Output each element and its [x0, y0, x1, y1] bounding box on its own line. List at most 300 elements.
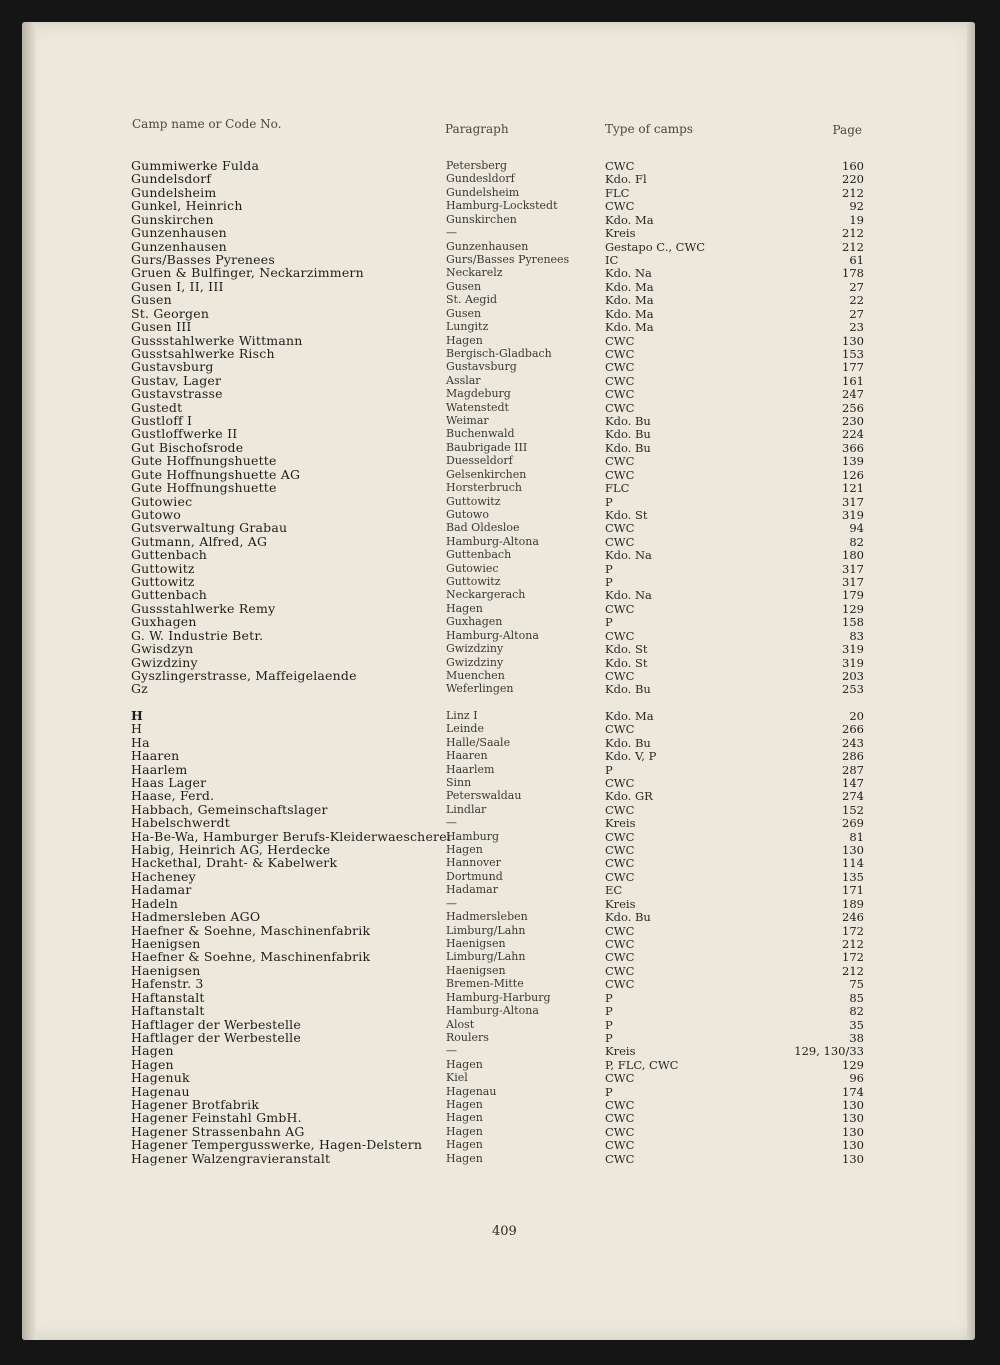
entry-type: CWC — [605, 869, 635, 884]
header-page: Page — [832, 123, 862, 137]
entry-type: CWC — [605, 775, 635, 790]
index-row — [22, 749, 975, 763]
entry-paragraph: Buchenwald — [446, 427, 515, 441]
entry-page: 256 — [842, 400, 864, 415]
entry-type: Kdo. Bu — [605, 440, 651, 455]
entry-paragraph: — — [446, 1044, 457, 1058]
entry-page: 22 — [849, 293, 864, 308]
entry-paragraph: Guttenbach — [446, 548, 512, 562]
entry-type: Kdo. Na — [605, 588, 652, 603]
entry-camp-name: Gwizdziny — [131, 654, 198, 670]
entry-type: Kreis — [605, 896, 636, 911]
entry-type: P — [605, 575, 613, 589]
entry-camp-name: Guttowitz — [131, 560, 195, 576]
entry-camp-name: Gz — [131, 681, 148, 697]
entry-camp-name: Hacheney — [131, 868, 196, 884]
entry-camp-name: Habbach, Gemeinschaftslager — [131, 801, 328, 817]
entry-type: CWC — [605, 333, 635, 348]
entry-paragraph: Watenstedt — [446, 400, 509, 414]
entry-paragraph: Gunzenhausen — [446, 239, 529, 253]
entry-page: 85 — [849, 990, 864, 1005]
entry-paragraph: Neckargerach — [446, 588, 526, 602]
entry-page: 319 — [842, 655, 864, 670]
entry-paragraph: Hamburg-Altona — [446, 534, 539, 548]
entry-camp-name: Gusstsahlwerke Risch — [131, 345, 275, 361]
entry-camp-name: Gute Hoffnungshuette AG — [131, 466, 301, 482]
entry-camp-name: Gutowiec — [131, 493, 193, 509]
entry-paragraph: Gundelsheim — [446, 185, 520, 199]
entry-paragraph: Hamburg-Harburg — [446, 990, 551, 1004]
entry-paragraph: Bad Oldesloe — [446, 521, 520, 535]
entry-type: CWC — [605, 400, 635, 415]
entry-paragraph: Weferlingen — [446, 682, 514, 696]
entry-paragraph: Gutowo — [446, 507, 489, 521]
entry-type: Kreis — [605, 1044, 636, 1059]
entry-type: CWC — [605, 923, 635, 938]
index-row — [22, 320, 975, 334]
header-type-of-camps: Type of camps — [605, 122, 693, 136]
entry-camp-name: Haas Lager — [131, 774, 207, 790]
entry-page: 319 — [842, 507, 864, 522]
entry-camp-name: Haenigsen — [131, 962, 201, 978]
entry-page: 243 — [842, 735, 864, 750]
entry-page: 174 — [842, 1084, 864, 1099]
entry-camp-name: Haefner & Soehne, Maschinenfabrik — [131, 922, 371, 938]
entry-paragraph: Hagen — [446, 1111, 483, 1125]
entry-page: 317 — [842, 494, 864, 509]
entry-page: 179 — [842, 588, 864, 603]
entry-page: 230 — [842, 414, 864, 428]
entry-paragraph: Haaren — [446, 749, 488, 763]
entry-paragraph: — — [446, 816, 457, 830]
entry-paragraph: Hagen — [446, 1124, 483, 1138]
entry-page: 224 — [842, 427, 864, 442]
entry-type: Kdo. Na — [605, 548, 652, 563]
entry-paragraph: — — [446, 896, 457, 910]
document-page — [22, 22, 975, 1340]
entry-page: 27 — [849, 306, 864, 321]
entry-paragraph: Lindlar — [446, 802, 487, 816]
entry-paragraph: Bremen-Mitte — [446, 977, 524, 991]
entry-paragraph: Gundesldorf — [446, 172, 515, 186]
entry-paragraph: Guxhagen — [446, 615, 503, 629]
entry-type: CWC — [605, 1124, 635, 1139]
entry-paragraph: Alost — [446, 1017, 475, 1031]
entry-page: 246 — [842, 910, 864, 925]
entry-type: CWC — [605, 722, 635, 737]
entry-camp-name: Gutsverwaltung Grabau — [131, 520, 288, 536]
entry-camp-name: Gutowo — [131, 506, 182, 522]
entry-camp-name: Gute Hoffnungshuette — [131, 453, 277, 469]
entry-camp-name: Gustedt — [131, 399, 183, 415]
entry-type: P — [605, 615, 613, 630]
entry-type: CWC — [605, 1151, 635, 1166]
entry-page: 23 — [849, 320, 864, 334]
entry-type: CWC — [605, 1111, 635, 1126]
entry-type: Kdo. St — [605, 655, 648, 670]
entry-paragraph: Sinn — [446, 775, 472, 789]
entry-type: CWC — [605, 454, 635, 469]
entry-type: Kreis — [605, 226, 636, 241]
entry-camp-name: Gustav, Lager — [131, 372, 222, 388]
entry-type: CWC — [605, 669, 635, 683]
entry-camp-name: Hagen — [131, 1043, 174, 1059]
entry-paragraph: Halle/Saale — [446, 735, 511, 749]
entry-page: 19 — [849, 212, 864, 227]
entry-paragraph: Kiel — [446, 1071, 468, 1085]
entry-paragraph: — — [446, 226, 457, 240]
entry-paragraph: Hagen — [446, 1098, 483, 1111]
entry-type: CWC — [605, 521, 635, 536]
entry-paragraph: Hagen — [446, 1057, 483, 1071]
entry-type: Kdo. Ma — [605, 306, 654, 321]
entry-paragraph: Baubrigade III — [446, 440, 528, 454]
entry-camp-name: Hagener Brotfabrik — [131, 1097, 260, 1112]
entry-page: 114 — [842, 856, 864, 871]
entry-camp-name: Gyszlingerstrasse, Maffeigelaende — [131, 668, 357, 683]
entry-page: 94 — [849, 521, 864, 536]
entry-camp-name: Gummiwerke Fulda — [131, 158, 260, 173]
entry-paragraph: Bergisch-Gladbach — [446, 346, 552, 360]
entry-page: 212 — [842, 936, 864, 951]
entry-camp-name: Gunzenhausen — [131, 238, 227, 254]
entry-page: 220 — [842, 172, 864, 187]
entry-paragraph: Guttowitz — [446, 494, 501, 508]
entry-type: Kdo. Ma — [605, 212, 654, 227]
entry-camp-name: Hadeln — [131, 895, 179, 911]
entry-camp-name: Gundelsheim — [131, 184, 217, 200]
entry-type: Gestapo C., CWC — [605, 239, 706, 254]
entry-type: CWC — [605, 628, 635, 643]
entry-camp-name: Ha-Be-Wa, Hamburger Berufs-Kleiderwaescherei — [131, 828, 452, 844]
entry-paragraph: Haenigsen — [446, 936, 506, 950]
entry-paragraph: Hadmersleben — [446, 910, 528, 924]
entry-page: 129, 130/33 — [794, 1044, 864, 1059]
entry-page: 121 — [842, 481, 864, 496]
entry-paragraph: Limburg/Lahn — [446, 923, 526, 937]
entry-camp-name: Guttenbach — [131, 587, 208, 603]
entry-type: FLC — [605, 185, 630, 200]
entry-page: 247 — [842, 387, 864, 402]
entry-camp-name: Hadamar — [131, 882, 192, 898]
entry-camp-name: Gunkel, Heinrich — [131, 198, 243, 214]
index-row — [22, 722, 975, 736]
entry-camp-name: Gustavstrasse — [131, 386, 223, 402]
entry-type: P — [605, 990, 613, 1005]
entry-page: 178 — [842, 266, 864, 281]
entry-page: 171 — [842, 883, 864, 898]
entry-type: CWC — [605, 977, 635, 992]
entry-page: 75 — [849, 977, 864, 992]
entry-type: Kdo. Fl — [605, 172, 647, 187]
entry-camp-name: Hafenstr. 3 — [131, 976, 204, 992]
entry-camp-name: Gustavsburg — [131, 359, 214, 375]
entry-camp-name: Gussstahlwerke Wittmann — [131, 332, 303, 348]
entry-page: 82 — [849, 534, 864, 549]
header-camp-name: Camp name or Code No. — [132, 117, 282, 131]
entry-paragraph: Hagen — [446, 333, 483, 347]
entry-page: 189 — [842, 896, 864, 911]
entry-camp-name: Gruen & Bulfinger, Neckarzimmern — [131, 265, 364, 281]
entry-paragraph: Muenchen — [446, 669, 505, 682]
entry-paragraph: Gurs/Basses Pyrenees — [446, 252, 570, 266]
entry-type: Kdo. GR — [605, 789, 653, 804]
entry-paragraph: Hagen — [446, 843, 483, 856]
entry-type: CWC — [605, 843, 635, 857]
entry-camp-name: Gut Bischofsrode — [131, 439, 244, 455]
entry-camp-name: Haefner & Soehne, Maschinenfabrik — [131, 949, 371, 965]
entry-page: 83 — [849, 628, 864, 643]
entry-page: 92 — [849, 199, 864, 214]
entry-page: 61 — [849, 252, 864, 267]
entry-camp-name: Hagenuk — [131, 1070, 190, 1086]
entry-page: 158 — [842, 615, 864, 630]
entry-camp-name: Gustloffwerke II — [131, 426, 238, 442]
entry-type: IC — [605, 252, 619, 267]
entry-type: EC — [605, 883, 623, 898]
entry-paragraph: Magdeburg — [446, 387, 511, 401]
entry-camp-name: Gunskirchen — [131, 211, 214, 227]
entry-page: 286 — [842, 749, 864, 764]
entry-paragraph: Guttowitz — [446, 575, 501, 588]
entry-page: 81 — [849, 829, 864, 844]
entry-page: 130 — [842, 1138, 864, 1153]
entry-type: CWC — [605, 802, 635, 817]
entry-page: 147 — [842, 775, 864, 790]
entry-paragraph: Duesseldorf — [446, 454, 513, 468]
index-row — [22, 709, 975, 723]
entry-paragraph: Hagenau — [446, 1084, 497, 1098]
page-number: 409 — [492, 1224, 517, 1239]
entry-camp-name: Haase, Ferd. — [131, 788, 215, 804]
entry-type: Kdo. Bu — [605, 414, 651, 428]
entry-page: 212 — [842, 963, 864, 978]
entry-camp-name: Gutmann, Alfred, AG — [131, 533, 268, 549]
entry-page: 172 — [842, 923, 864, 938]
entry-type: Kdo. Bu — [605, 682, 651, 697]
entry-type: CWC — [605, 950, 635, 965]
entry-type: P — [605, 1004, 613, 1018]
entry-page: 212 — [842, 185, 864, 200]
entry-type: P — [605, 1084, 613, 1099]
entry-page: 180 — [842, 548, 864, 563]
index-row — [22, 226, 975, 240]
entry-page: 161 — [842, 373, 864, 388]
entry-type: CWC — [605, 346, 635, 361]
entry-type: CWC — [605, 387, 635, 402]
entry-paragraph: Gunskirchen — [446, 212, 517, 226]
entry-type: P — [605, 494, 613, 509]
entry-paragraph: Gwizdziny — [446, 642, 504, 656]
entry-page: 139 — [842, 454, 864, 469]
entry-paragraph: Roulers — [446, 1030, 489, 1044]
entry-camp-name: Gusen I, II, III — [131, 278, 224, 294]
index-row — [22, 669, 975, 683]
entry-page: 27 — [849, 279, 864, 294]
entry-type: Kdo. V, P — [605, 749, 657, 764]
entry-camp-name: Gusen III — [131, 319, 192, 334]
entry-page: 269 — [842, 816, 864, 831]
entry-paragraph: Horsterbruch — [446, 481, 522, 495]
entry-camp-name: Habelschwerdt — [131, 815, 230, 831]
entry-camp-name: G. W. Industrie Betr. — [131, 627, 264, 643]
entry-type: P — [605, 1030, 613, 1045]
entry-page: 172 — [842, 950, 864, 965]
entry-type: CWC — [605, 936, 635, 951]
entry-paragraph: Asslar — [446, 373, 481, 387]
entry-type: CWC — [605, 601, 635, 616]
entry-camp-name: Gundelsdorf — [131, 171, 212, 187]
index-row — [22, 481, 975, 495]
entry-page: 126 — [842, 467, 864, 482]
entry-camp-name: H — [131, 721, 143, 737]
entry-page: 160 — [842, 159, 864, 173]
entry-paragraph: Gusen — [446, 306, 482, 320]
entry-page: 317 — [842, 561, 864, 576]
entry-paragraph: Hamburg-Altona — [446, 1004, 539, 1017]
entry-camp-name: Haenigsen — [131, 935, 201, 951]
entry-type: CWC — [605, 829, 635, 844]
entry-page: 129 — [842, 1057, 864, 1072]
index-row — [22, 1071, 975, 1085]
entry-paragraph: Linz I — [446, 708, 478, 722]
entry-paragraph: Haarlem — [446, 762, 495, 776]
entry-camp-name: Guttowitz — [131, 574, 195, 589]
entry-page: 274 — [842, 789, 864, 804]
entry-paragraph: Gustavsburg — [446, 360, 517, 374]
entry-paragraph: Hamburg-Altona — [446, 628, 539, 642]
entry-page: 35 — [849, 1017, 864, 1032]
entry-type: P, FLC, CWC — [605, 1057, 679, 1072]
entry-camp-name: Hagener Feinstahl GmbH. — [131, 1110, 302, 1126]
entry-page: 130 — [842, 1098, 864, 1112]
entry-paragraph: Hannover — [446, 856, 501, 870]
entry-page: 212 — [842, 239, 864, 254]
entry-paragraph: Gelsenkirchen — [446, 467, 527, 481]
entry-camp-name: Guxhagen — [131, 614, 197, 630]
entry-paragraph: St. Aegid — [446, 293, 498, 307]
entry-paragraph: Weimar — [446, 414, 489, 427]
entry-page: 152 — [842, 802, 864, 817]
index-row — [22, 642, 975, 656]
entry-camp-name: Hagener Strassenbahn AG — [131, 1123, 305, 1139]
entry-page: 20 — [849, 708, 864, 723]
entry-camp-name: Gustloff I — [131, 413, 193, 428]
entry-type: Kdo. Ma — [605, 279, 654, 294]
entry-camp-name: H — [131, 707, 144, 723]
entry-type: CWC — [605, 963, 635, 978]
entry-paragraph: Limburg/Lahn — [446, 950, 526, 964]
entry-camp-name: Ha — [131, 734, 150, 750]
entry-paragraph: Hamburg — [446, 829, 500, 843]
entry-type: Kdo. Ma — [605, 708, 654, 723]
entry-type: CWC — [605, 159, 635, 173]
entry-type: CWC — [605, 199, 635, 214]
entry-page: 130 — [842, 1151, 864, 1166]
entry-paragraph: Gutowiec — [446, 561, 499, 575]
entry-type: Kdo. Ma — [605, 320, 654, 334]
entry-paragraph: Hagen — [446, 1138, 483, 1152]
entry-page: 266 — [842, 722, 864, 737]
entry-page: 82 — [849, 1004, 864, 1018]
entry-camp-name: Haftlager der Werbestelle — [131, 1029, 301, 1045]
index-row — [22, 387, 975, 401]
entry-type: Kdo. Bu — [605, 910, 651, 925]
entry-camp-name: Hagen — [131, 1056, 174, 1072]
entry-type: Kdo. St — [605, 642, 648, 657]
entry-type: Kdo. Bu — [605, 735, 651, 750]
header-paragraph: Paragraph — [445, 122, 509, 136]
entry-paragraph: Dortmund — [446, 869, 503, 883]
entry-page: 130 — [842, 843, 864, 857]
entry-type: Kdo. Na — [605, 266, 652, 281]
entry-type: Kdo. Bu — [605, 427, 651, 442]
entry-camp-name: Gute Hoffnungshuette — [131, 480, 277, 496]
entry-camp-name: Hadmersleben AGO — [131, 909, 261, 925]
entry-paragraph: Leinde — [446, 722, 484, 736]
index-row — [22, 910, 975, 924]
entry-paragraph: Gusen — [446, 279, 482, 293]
entry-type: CWC — [605, 373, 635, 388]
entry-page: 203 — [842, 669, 864, 683]
entry-camp-name: Habig, Heinrich AG, Herdecke — [131, 842, 331, 857]
entry-type: P — [605, 762, 613, 777]
column-headers — [22, 117, 975, 137]
entry-page: 130 — [842, 333, 864, 348]
entry-page: 366 — [842, 440, 864, 455]
entry-camp-name: Hagenau — [131, 1083, 190, 1099]
entry-type: P — [605, 561, 613, 576]
entry-paragraph: Peterswaldau — [446, 789, 522, 803]
entry-camp-name: St. Georgen — [131, 305, 210, 321]
entry-camp-name: Gusen — [131, 292, 172, 308]
entry-camp-name: Haftanstalt — [131, 1003, 205, 1018]
entry-paragraph: Hagen — [446, 1151, 483, 1165]
entry-camp-name: Hagener Tempergusswerke, Hagen-Delstern — [131, 1137, 423, 1153]
entry-camp-name: Guttenbach — [131, 547, 208, 563]
entry-page: 130 — [842, 1124, 864, 1139]
entry-camp-name: Hackethal, Draht- & Kabelwerk — [131, 855, 338, 871]
entry-camp-name: Gunzenhausen — [131, 225, 227, 241]
entry-paragraph: Neckarelz — [446, 266, 503, 280]
entry-paragraph: Gwizdziny — [446, 655, 504, 669]
entry-paragraph: Hamburg-Lockstedt — [446, 199, 558, 213]
entry-camp-name: Gussstahlwerke Remy — [131, 600, 276, 616]
entry-page: 153 — [842, 346, 864, 361]
entry-type: CWC — [605, 1098, 635, 1112]
entry-paragraph: Hadamar — [446, 883, 498, 897]
entry-page: 135 — [842, 869, 864, 884]
entry-camp-name: Gwisdzyn — [131, 641, 194, 657]
entry-page: 212 — [842, 226, 864, 241]
entry-page: 130 — [842, 1111, 864, 1126]
entry-page: 96 — [849, 1071, 864, 1086]
entry-paragraph: Lungitz — [446, 320, 489, 333]
entry-page: 317 — [842, 575, 864, 589]
entry-type: CWC — [605, 1071, 635, 1086]
entry-page: 177 — [842, 360, 864, 375]
entry-page: 319 — [842, 642, 864, 657]
entry-type: CWC — [605, 1138, 635, 1153]
entry-type: CWC — [605, 534, 635, 549]
entry-camp-name: Haftlager der Werbestelle — [131, 1016, 301, 1032]
entry-camp-name: Gurs/Basses Pyrenees — [131, 251, 275, 267]
entry-page: 287 — [842, 762, 864, 777]
index-row — [22, 682, 975, 696]
entry-camp-name: Haarlem — [131, 761, 188, 777]
entry-type: Kreis — [605, 816, 636, 831]
entry-type: Kdo. St — [605, 507, 648, 522]
